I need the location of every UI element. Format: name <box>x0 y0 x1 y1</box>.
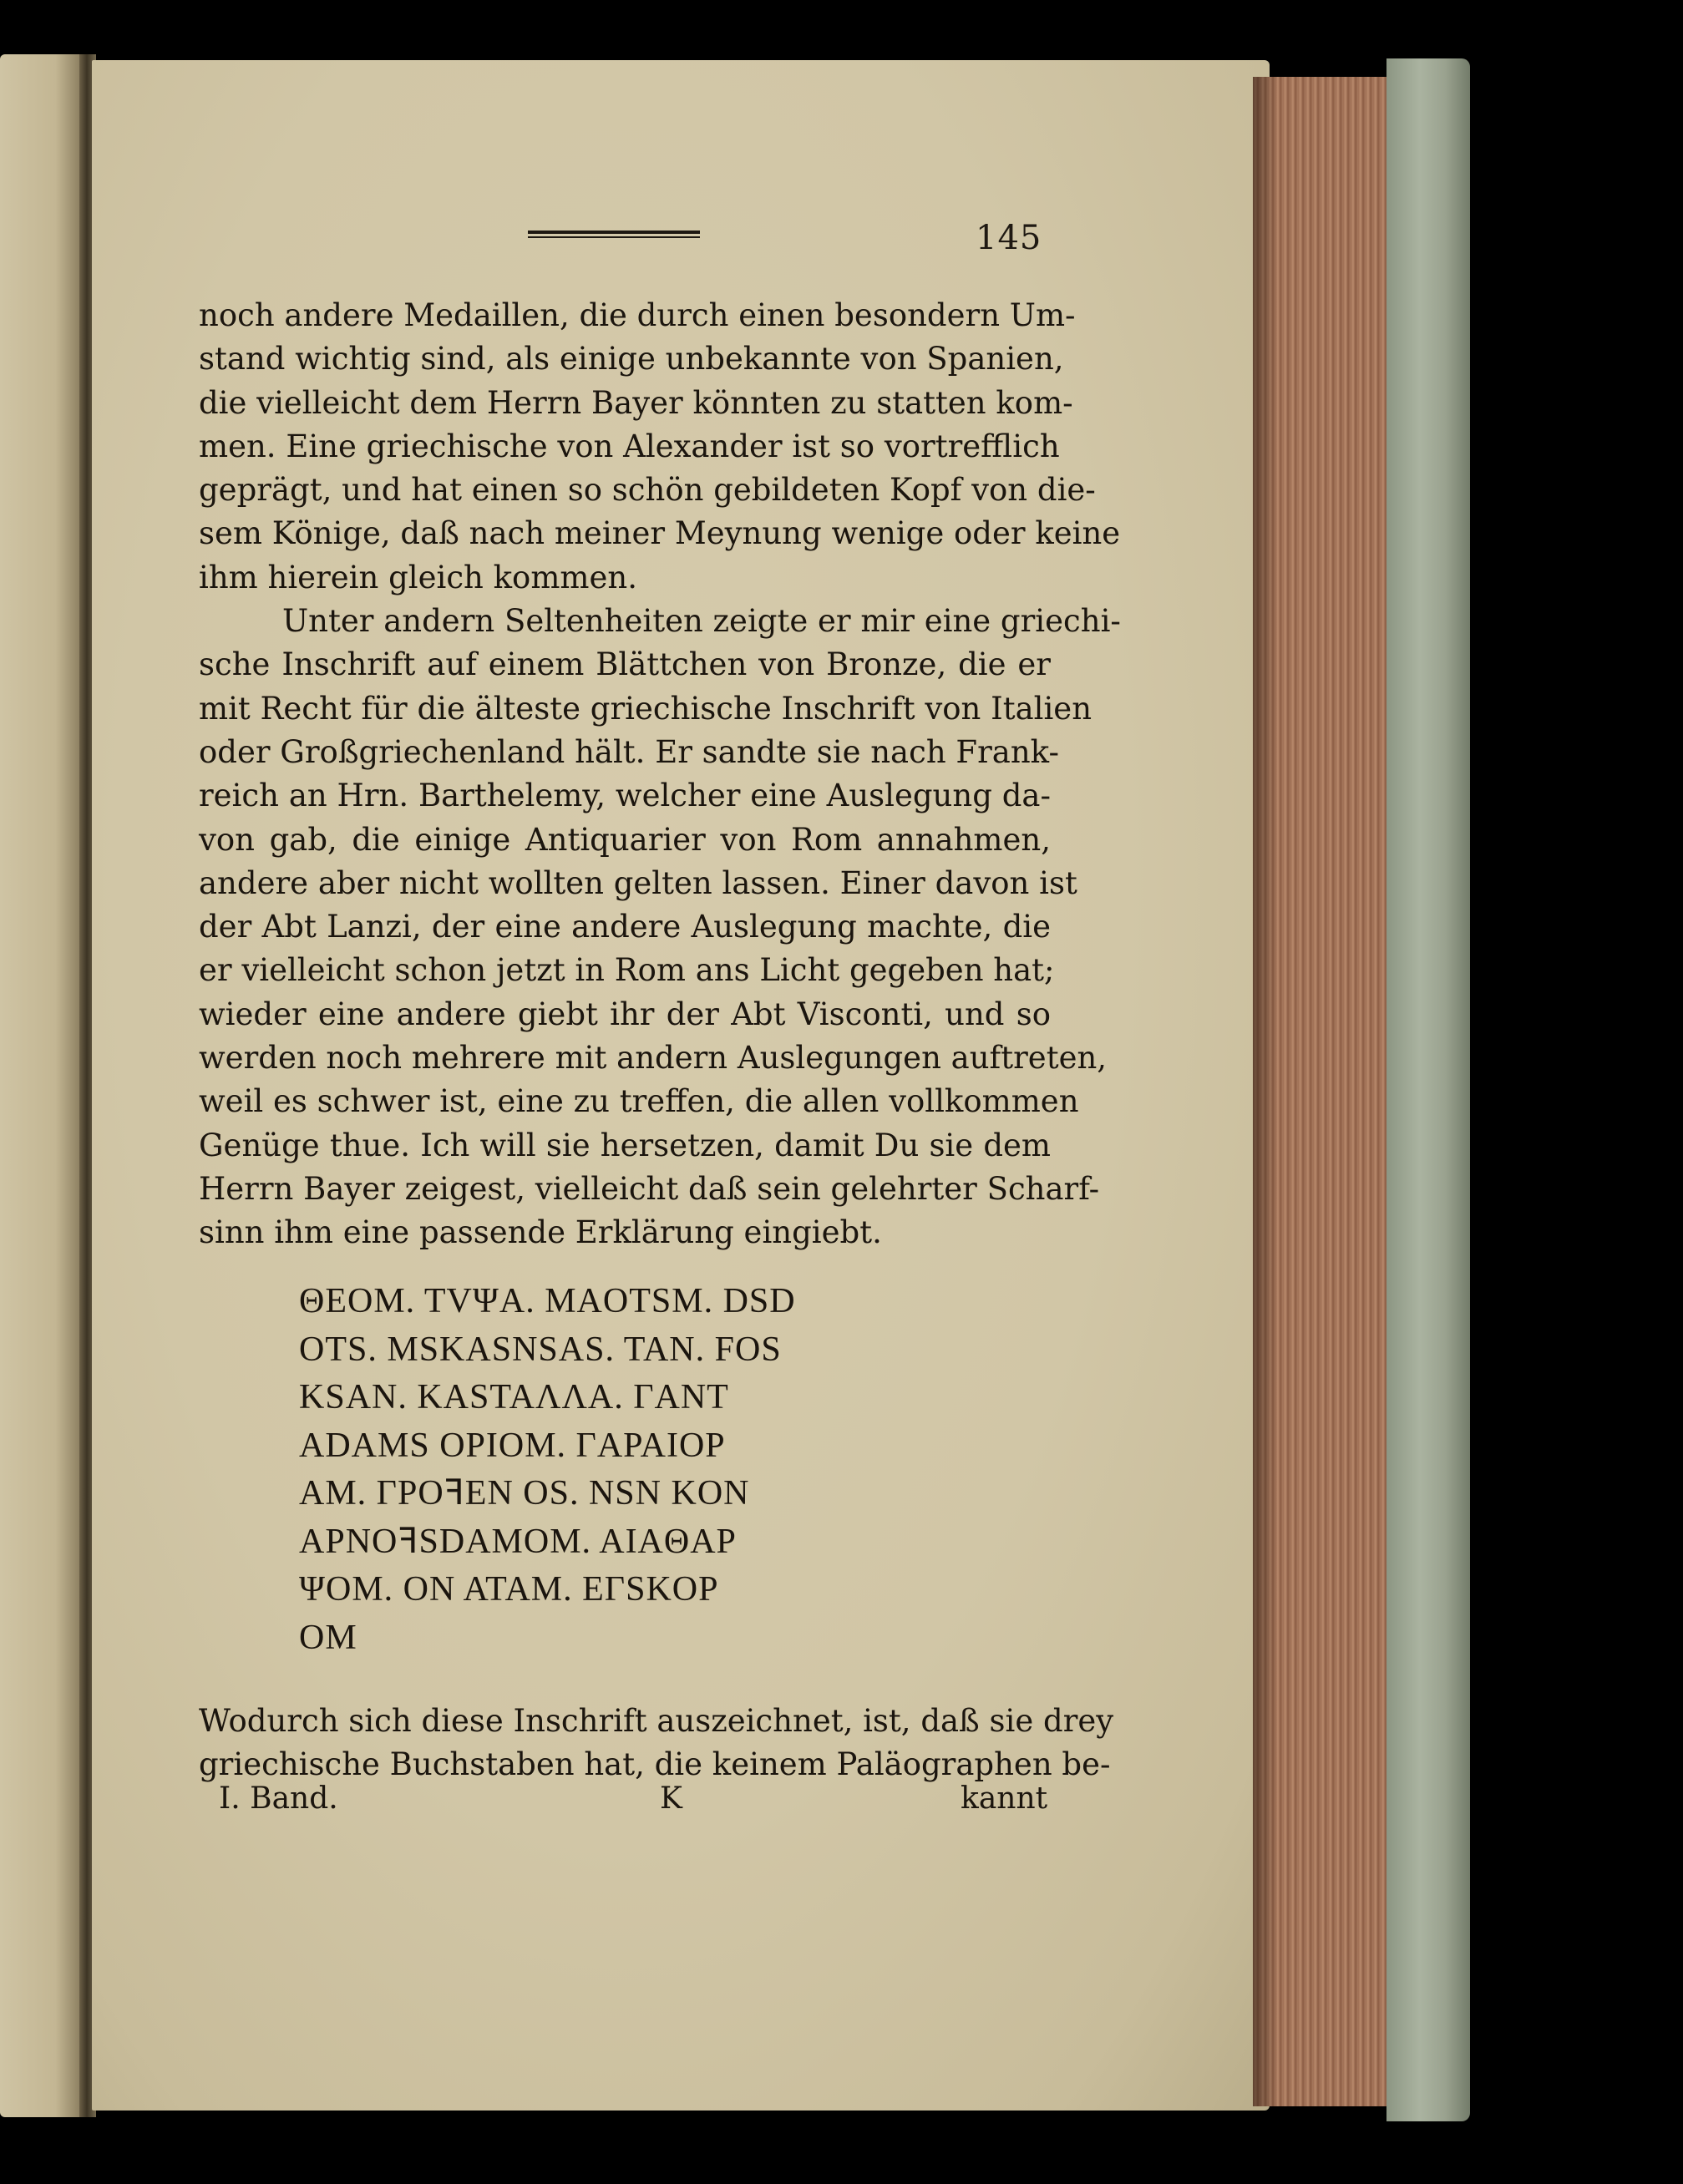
signature-mark: K <box>660 1781 682 1816</box>
text-line: der Abt Lanzi, der eine andere Auslegung machte, die <box>199 909 1051 945</box>
previous-page-edge <box>0 54 79 2117</box>
text-line: werden noch mehrere mit andern Auslegungen auftreten, <box>199 1040 1108 1077</box>
text-line: von gab, die einige Antiquarier von Rom annahmen, <box>199 821 1051 858</box>
text-line: andere aber nicht wollten gelten lassen. Einer davon ist <box>199 864 1077 901</box>
text-line: er vielleicht schon jetzt in Rom ans Licht gegeben hat; <box>199 952 1055 989</box>
text-line: mit Recht für die älteste griechische Inschrift von Italien <box>199 690 1092 727</box>
text-line: weil es schwer ist, eine zu treffen, die allen vollkommen <box>199 1083 1079 1120</box>
book-cover <box>1386 58 1470 2121</box>
inscription-line: APNOꟻSDAMOM. AIAΘAP <box>299 1522 737 1561</box>
inscription-line: OTS. MSKASNSAS. TAN. FOS <box>299 1330 782 1369</box>
text-line: die vielleicht dem Herrn Bayer könnten zu statten kom- <box>199 384 1073 421</box>
page-edge-shadow <box>1253 77 1278 2106</box>
text-line: griechische Buchstaben hat, die keinem Paläographen be- <box>199 1746 1111 1782</box>
text-line: Wodurch sich diese Inschrift auszeichnet, ist, daß sie drey <box>199 1703 1114 1739</box>
text-line: wieder eine andere giebt ihr der Abt Visconti, und so <box>199 996 1051 1032</box>
catchword: kannt <box>961 1781 1048 1816</box>
text-line: Genüge thue. Ich will sie hersetzen, damit Du sie dem <box>199 1127 1051 1163</box>
text-line: sche Inschrift auf einem Blättchen von Bronze, die er <box>199 646 1051 683</box>
inscription-line: ΘEOM. TVΨA. MAOTSM. DSD <box>299 1282 796 1320</box>
closing-text <box>199 1700 1114 1786</box>
text-line: stand wichtig sind, als einige unbekannte von Spanien, <box>199 341 1064 378</box>
header-rule <box>528 231 700 242</box>
text-line: Unter andern Seltenheiten zeigte er mir eine griechi- <box>282 603 1121 640</box>
signature-line: I. Band. <box>219 1781 338 1816</box>
text-line: Herrn Bayer zeigest, vielleicht daß sein gelehrter Scharf- <box>199 1170 1100 1207</box>
page-number: 145 <box>976 219 1042 257</box>
text-line: geprägt, und hat einen so schön gebildeten Kopf von die- <box>199 472 1096 509</box>
inscription-line: ΨOM. ON ATAM. EΓSKOP <box>299 1570 719 1609</box>
text-line: sem Könige, daß nach meiner Meynung wenige oder keine <box>199 515 1121 552</box>
main-text <box>199 294 1121 1255</box>
inscription-line: ADAMS OPIOM. ΓAPAIOP <box>299 1426 726 1465</box>
text-line: ihm hierein gleich kommen. <box>199 559 637 595</box>
text-line: sinn ihm eine passende Erklärung eingiebt. <box>199 1214 882 1251</box>
inscription-line: OM <box>299 1618 357 1657</box>
greek-inscription <box>299 1278 796 1662</box>
inscription-line: KSAN. KASTAΛΛA. ΓANT <box>299 1378 729 1416</box>
text-line: men. Eine griechische von Alexander ist so vortrefflich <box>199 428 1060 464</box>
text-line: noch andere Medaillen, die durch einen besondern Um- <box>199 297 1076 333</box>
text-line: oder Großgriechenland hält. Er sandte sie nach Frank- <box>199 733 1059 770</box>
text-line: reich an Hrn. Barthelemy, welcher eine Auslegung da- <box>199 778 1051 814</box>
inscription-line: AM. ΓPOꟻEN OS. NSN KON <box>299 1474 750 1513</box>
